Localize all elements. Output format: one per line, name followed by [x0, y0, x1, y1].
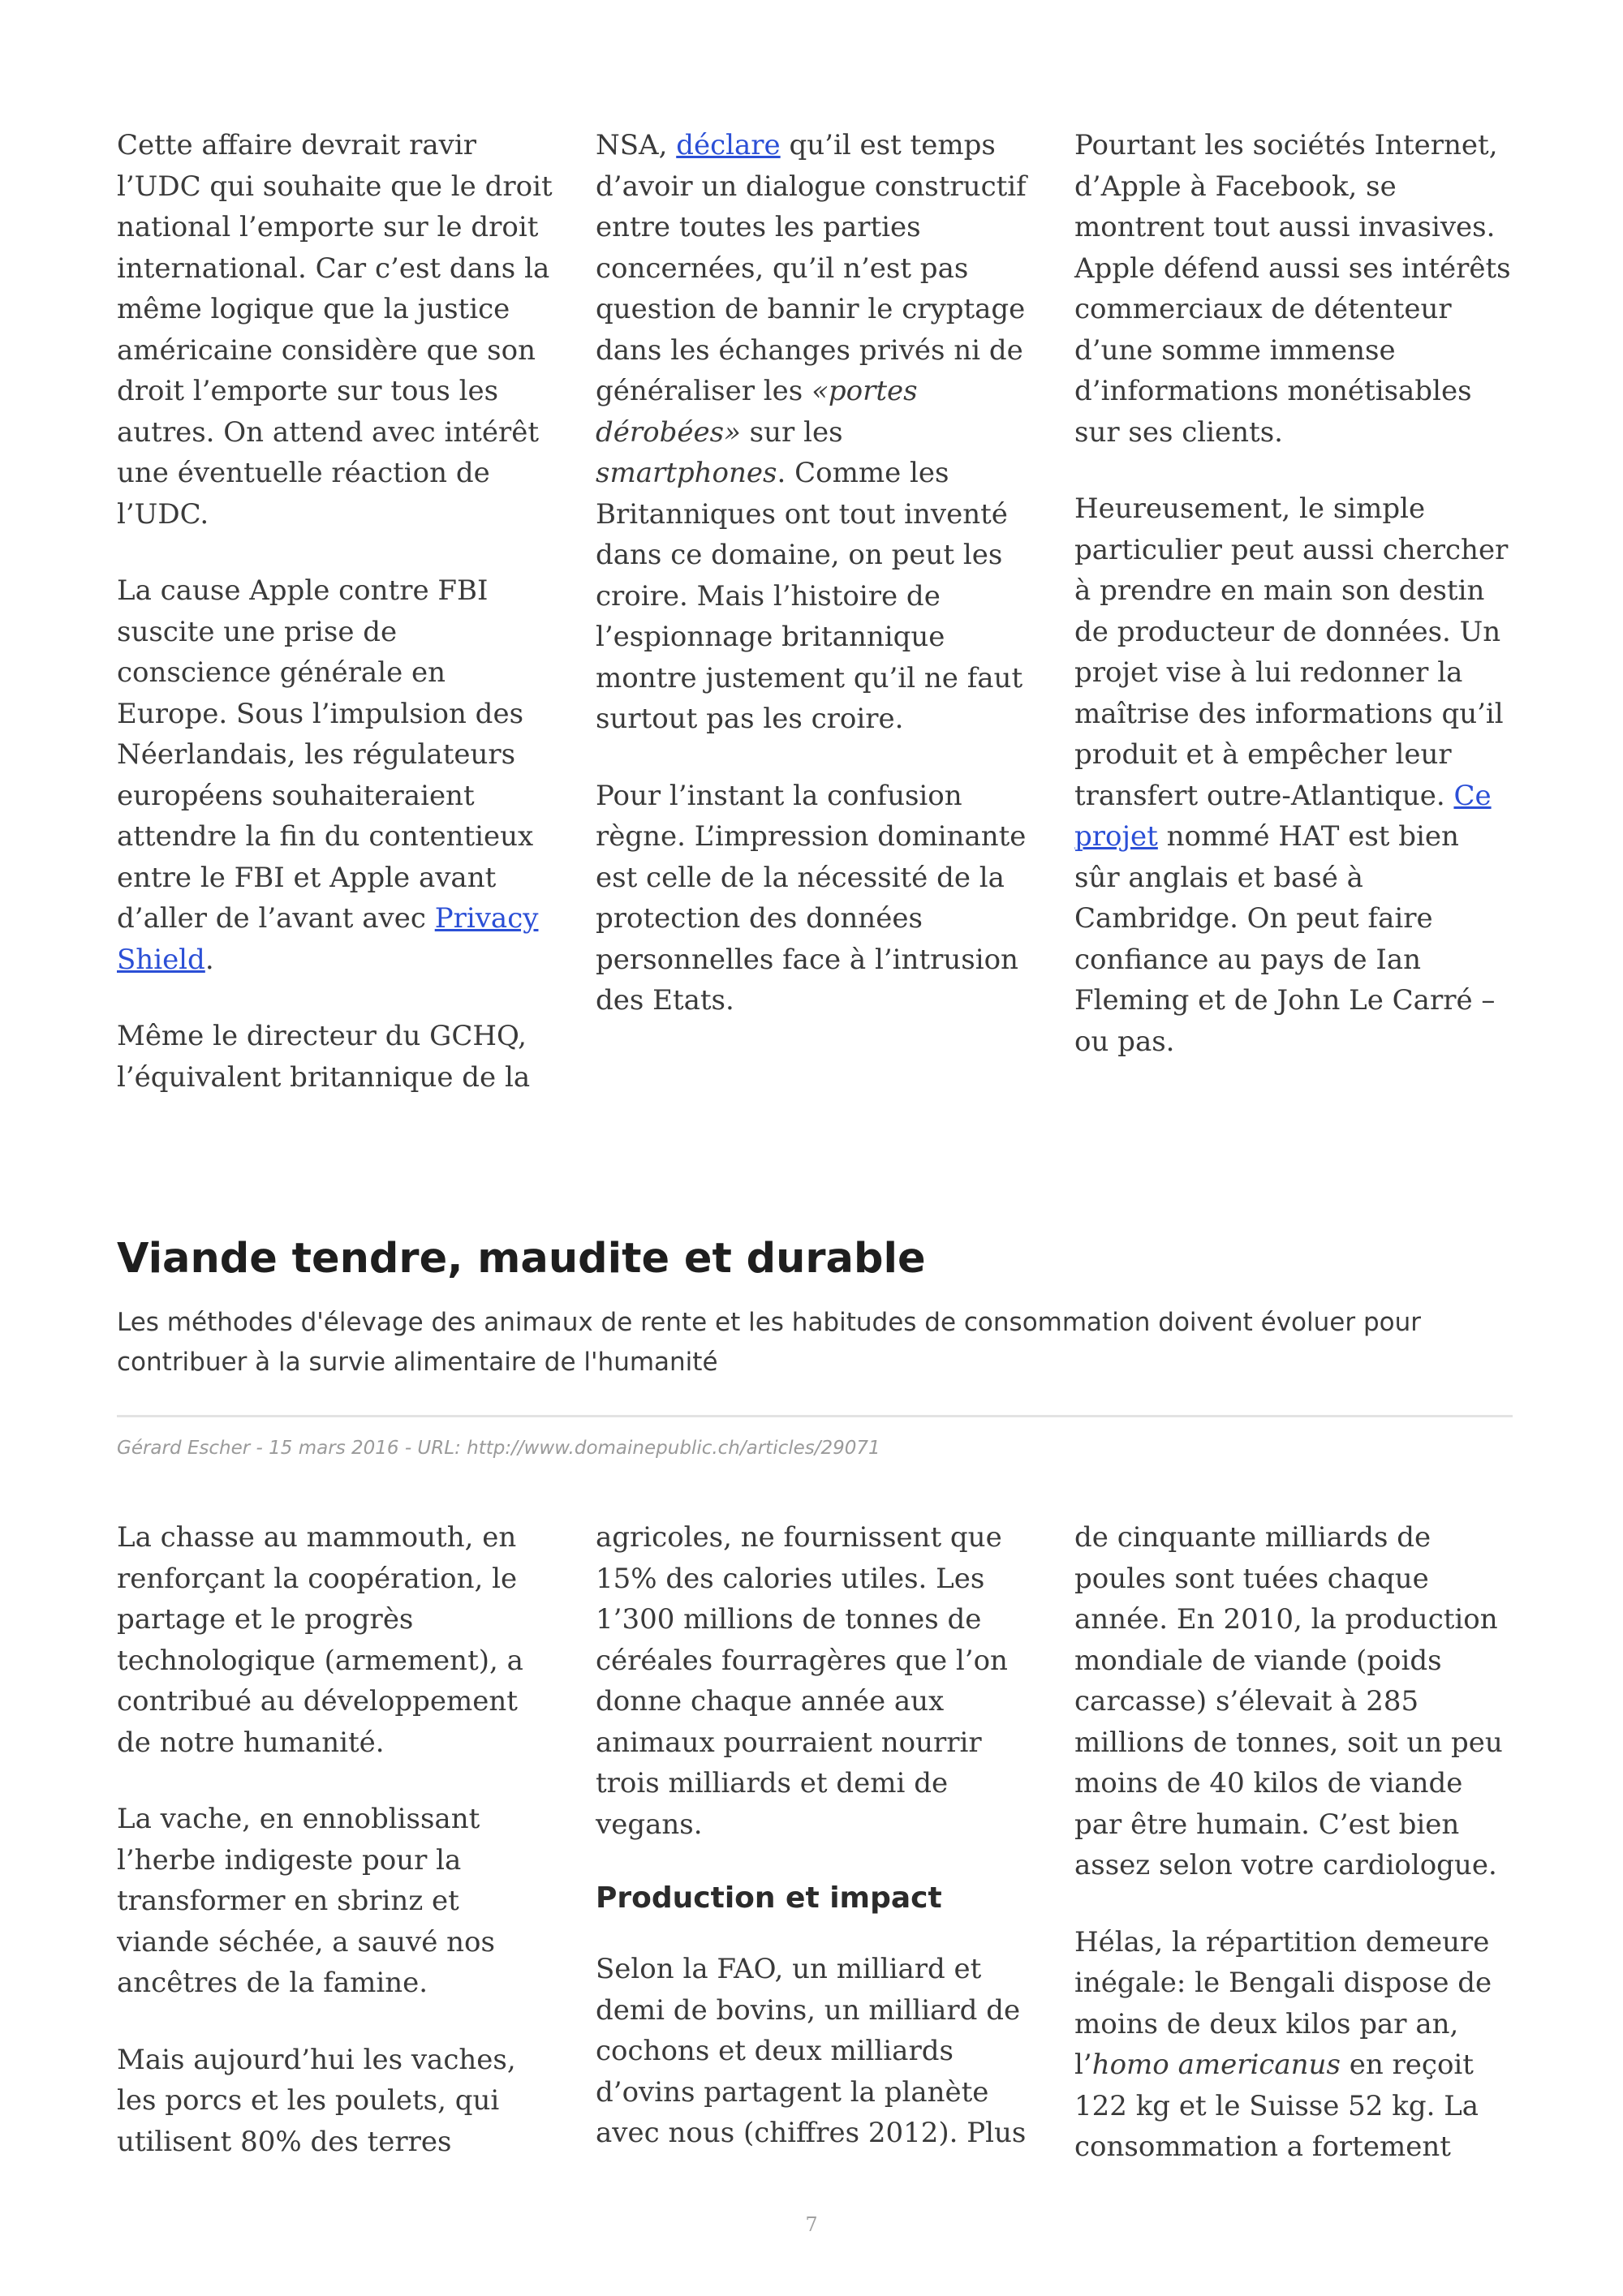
paragraph — [117, 570, 555, 980]
privacy-shield-link[interactable]: Privacy Shield — [117, 902, 539, 976]
article-subtitle: Les méthodes d'élevage des animaux de rente et les habitudes de consommation doivent évoluer pour contribuer à la survie alimentaire de l'humanité — [117, 1308, 1421, 1377]
paragraph — [1074, 488, 1513, 1062]
page-number: 7 — [805, 2213, 818, 2236]
bottom-columns — [117, 1517, 1513, 2168]
paragraph: de cinquante milliards de poules sont tuées chaque année. En 2010, la production mondiale de viande (poids carcasse) s’élevait à 285 millions de tonnes, soit un peu moins de 40 kilos de viande par être humain. C’est bien assez selon votre cardiologue. — [1074, 1521, 1503, 1881]
emphasis: «portes dérobées» — [596, 375, 918, 449]
section-subhead: Production et impact — [596, 1881, 942, 1915]
top-column-3 — [1074, 125, 1513, 1098]
paragraph: Cette affaire devrait ravir l’UDC qui souhaite que le droit national l’emporte sur le droit international. Car c’est dans la même logique que la justice américaine considère que son droit l’emporte sur tous les autres. On attend avec intérêt une éventuelle réaction de l’UDC. — [117, 129, 553, 531]
article-title: Viande tendre, maudite et durable — [117, 1235, 926, 1283]
paragraph — [596, 125, 1034, 740]
text-run: Heureusement, le simple particulier peut aussi chercher à prendre en main son destin de producteur de données. Un projet vise à lui redonner la maîtrise des informations qu’il produit et à empêcher leur transfert outre-Atlantique. — [1074, 492, 1509, 812]
emphasis: smartphones — [596, 457, 777, 489]
declare-link[interactable]: déclare — [676, 129, 781, 161]
text-run: nommé HAT est bien sûr anglais et basé à Cambridge. On peut faire confiance au pays de Ian Fleming et de John Le Carré – ou pas. — [1074, 820, 1496, 1058]
top-column-2 — [596, 125, 1034, 1098]
paragraph: La vache, en ennoblissant l’herbe indigeste pour la transformer en sbrinz et viande séchée, a sauvé nos ancêtres de la famine. — [117, 1803, 495, 1999]
emphasis: homo americanus — [1091, 2049, 1341, 2081]
paragraph: Selon la FAO, un milliard et demi de bovins, un milliard de cochons et deux milliards d’ovins partagent la planète avec nous (chiffres 2012). Plus — [596, 1953, 1027, 2149]
article-byline: Gérard Escher - 15 mars 2016 - URL: http://www.domainepublic.ch/articles/29071 — [117, 1438, 880, 1459]
bottom-column-3 — [1074, 1517, 1513, 2168]
bottom-column-1 — [117, 1517, 555, 2168]
text-run: en reçoit 122 kg et le Suisse 52 kg. La consommation a fortement — [1074, 2049, 1479, 2163]
paragraph: Même le directeur du GCHQ, l’équivalent britannique de la — [117, 1020, 531, 1094]
ce-projet-link[interactable]: Ce projet — [1074, 779, 1492, 853]
bottom-column-2 — [596, 1517, 1034, 2168]
top-column-1 — [117, 125, 555, 1098]
text-run: Hélas, la répartition demeure inégale: le Bengali dispose de moins de deux kilos par an, l’ — [1074, 1925, 1492, 2081]
paragraph: Mais aujourd’hui les vaches, les porcs et les poulets, qui utilisent 80% des terres — [117, 2043, 516, 2158]
paragraph: agricoles, ne fournissent que 15% des calories utiles. Les 1’300 millions de tonnes de céréales fourragères que l’on donne chaque année aux animaux pourraient nourrir trois milliards et demi de vegans. — [596, 1521, 1008, 1841]
paragraph — [1074, 1922, 1513, 2168]
divider — [117, 1415, 1513, 1417]
text-run: . — [204, 943, 214, 976]
top-columns — [117, 125, 1513, 1098]
paragraph: Pourtant les sociétés Internet, d’Apple à Facebook, se montrent tout aussi invasives. Apple défend aussi ses intérêts commerciaux de détenteur d’une somme immense d’informations monétisables sur ses clients. — [1074, 129, 1511, 449]
text-run: . Comme les Britanniques ont tout inventé dans ce domaine, on peut les croire. Mais l’histoire de l’espionnage britannique montre justement qu’il ne faut surtout pas les croire. — [596, 457, 1023, 735]
paragraph: Pour l’instant la confusion règne. L’impression dominante est celle de la nécessité de la protection des données personnelles face à l’intrusion des Etats. — [596, 779, 1027, 1017]
text-run: NSA, — [596, 129, 677, 161]
text-run: La cause Apple contre FBI suscite une prise de conscience générale en Europe. Sous l’impulsion des Néerlandais, les régulateurs européens souhaiteraient attendre la fin du contentieux entre le FBI et Apple avant d’aller de l’avant avec — [117, 574, 534, 935]
paragraph: La chasse au mammouth, en renforçant la coopération, le partage et le progrès technologique (armement), a contribué au développement de notre humanité. — [117, 1521, 523, 1759]
text-run: sur les — [740, 415, 843, 449]
text-run: qu’il est temps d’avoir un dialogue constructif entre toutes les parties concernées, qu’il n’est pas question de bannir le cryptage dans les échanges privés ni de généraliser les — [596, 129, 1027, 407]
